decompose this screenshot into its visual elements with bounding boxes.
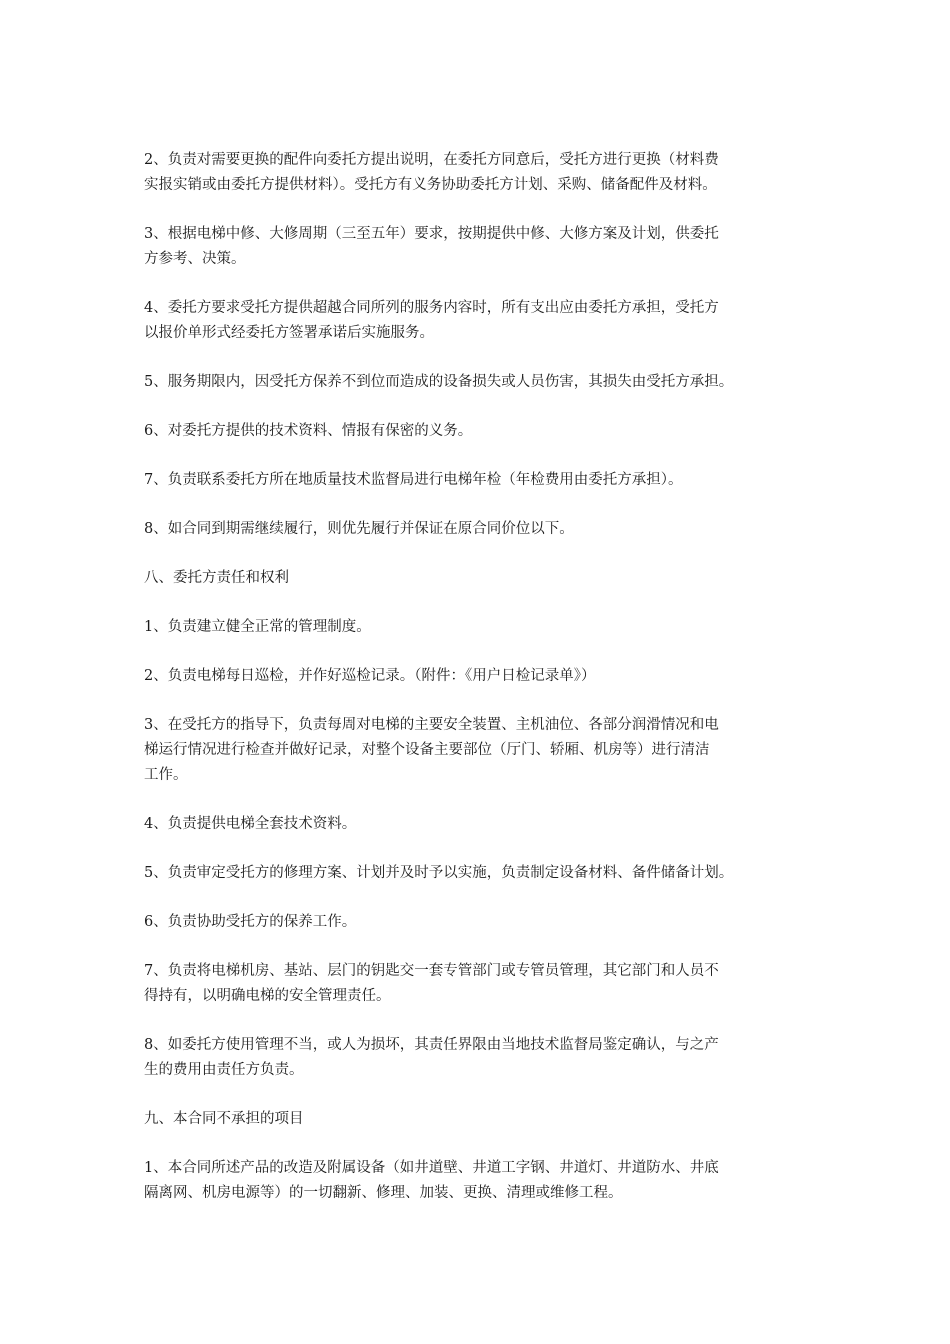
- paragraph-line: 4、负责提供电梯全套技术资料。: [144, 816, 357, 832]
- paragraph: [144, 1107, 816, 1132]
- paragraph-line: 实报实销或由委托方提供材料）。受托方有义务协助委托方计划、采购、储备配件及材料。: [144, 177, 717, 193]
- paragraph-line: 以报价单形式经委托方签署承诺后实施服务。: [144, 325, 434, 341]
- paragraph: [144, 517, 816, 542]
- paragraph: [144, 1033, 816, 1083]
- paragraph-line: 4、委托方要求受托方提供超越合同所列的服务内容时，所有支出应由委托方承担，受托方: [144, 300, 719, 316]
- paragraph: [144, 419, 816, 444]
- paragraph: [144, 959, 816, 1009]
- paragraph: [144, 222, 816, 272]
- paragraph: [144, 566, 816, 591]
- paragraph: [144, 468, 816, 493]
- paragraph: [144, 812, 816, 837]
- paragraph: [144, 713, 816, 788]
- document-body: [144, 148, 816, 1230]
- paragraph-line: 2、负责电梯每日巡检，并作好巡检记录。（附件：《用户日检记录单》）: [144, 668, 596, 684]
- paragraph-line: 工作。: [144, 767, 188, 783]
- paragraph-line: 6、对委托方提供的技术资料、情报有保密的义务。: [144, 423, 473, 439]
- paragraph-line: 1、负责建立健全正常的管理制度。: [144, 619, 371, 635]
- paragraph: [144, 370, 816, 395]
- paragraph: [144, 861, 816, 886]
- paragraph-line: 隔离网、机房电源等）的一切翻新、修理、加装、更换、清理或维修工程。: [144, 1185, 623, 1201]
- paragraph-line: 7、负责将电梯机房、基站、层门的钥匙交一套专管部门或专管员管理，其它部门和人员不: [144, 963, 719, 979]
- paragraph: [144, 148, 816, 198]
- paragraph-line: 7、负责联系委托方所在地质量技术监督局进行电梯年检（年检费用由委托方承担）。: [144, 472, 683, 488]
- paragraph-line: 5、服务期限内，因受托方保养不到位而造成的设备损失或人员伤害，其损失由受托方承担。: [144, 374, 734, 390]
- paragraph-line: 八、委托方责任和权利: [144, 570, 289, 586]
- paragraph-line: 8、如合同到期需继续履行，则优先履行并保证在原合同价位以下。: [144, 521, 574, 537]
- paragraph-line: 方参考、决策。: [144, 251, 246, 267]
- paragraph-line: 九、本合同不承担的项目: [144, 1111, 304, 1127]
- paragraph-line: 3、在受托方的指导下，负责每周对电梯的主要安全装置、主机油位、各部分润滑情况和电: [144, 717, 719, 733]
- paragraph-line: 6、负责协助受托方的保养工作。: [144, 914, 357, 930]
- paragraph-line: 1、本合同所述产品的改造及附属设备（如井道壁、井道工字钢、井道灯、井道防水、井底: [144, 1160, 719, 1176]
- paragraph-line: 生的费用由责任方负责。: [144, 1062, 304, 1078]
- paragraph: [144, 1156, 816, 1206]
- paragraph: [144, 615, 816, 640]
- paragraph: [144, 296, 816, 346]
- paragraph-line: 3、根据电梯中修、大修周期（三至五年）要求，按期提供中修、大修方案及计划，供委托: [144, 226, 719, 242]
- paragraph: [144, 664, 816, 689]
- paragraph-line: 得持有，以明确电梯的安全管理责任。: [144, 988, 391, 1004]
- paragraph: [144, 910, 816, 935]
- paragraph-line: 5、负责审定受托方的修理方案、计划并及时予以实施，负责制定设备材料、备件储备计划。: [144, 865, 734, 881]
- paragraph-line: 梯运行情况进行检查并做好记录，对整个设备主要部位（厅门、轿厢、机房等）进行清洁: [144, 742, 710, 758]
- paragraph-line: 2、负责对需要更换的配件向委托方提出说明，在委托方同意后，受托方进行更换（材料费: [144, 152, 719, 168]
- paragraph-line: 8、如委托方使用管理不当，或人为损坏，其责任界限由当地技术监督局鉴定确认，与之产: [144, 1037, 719, 1053]
